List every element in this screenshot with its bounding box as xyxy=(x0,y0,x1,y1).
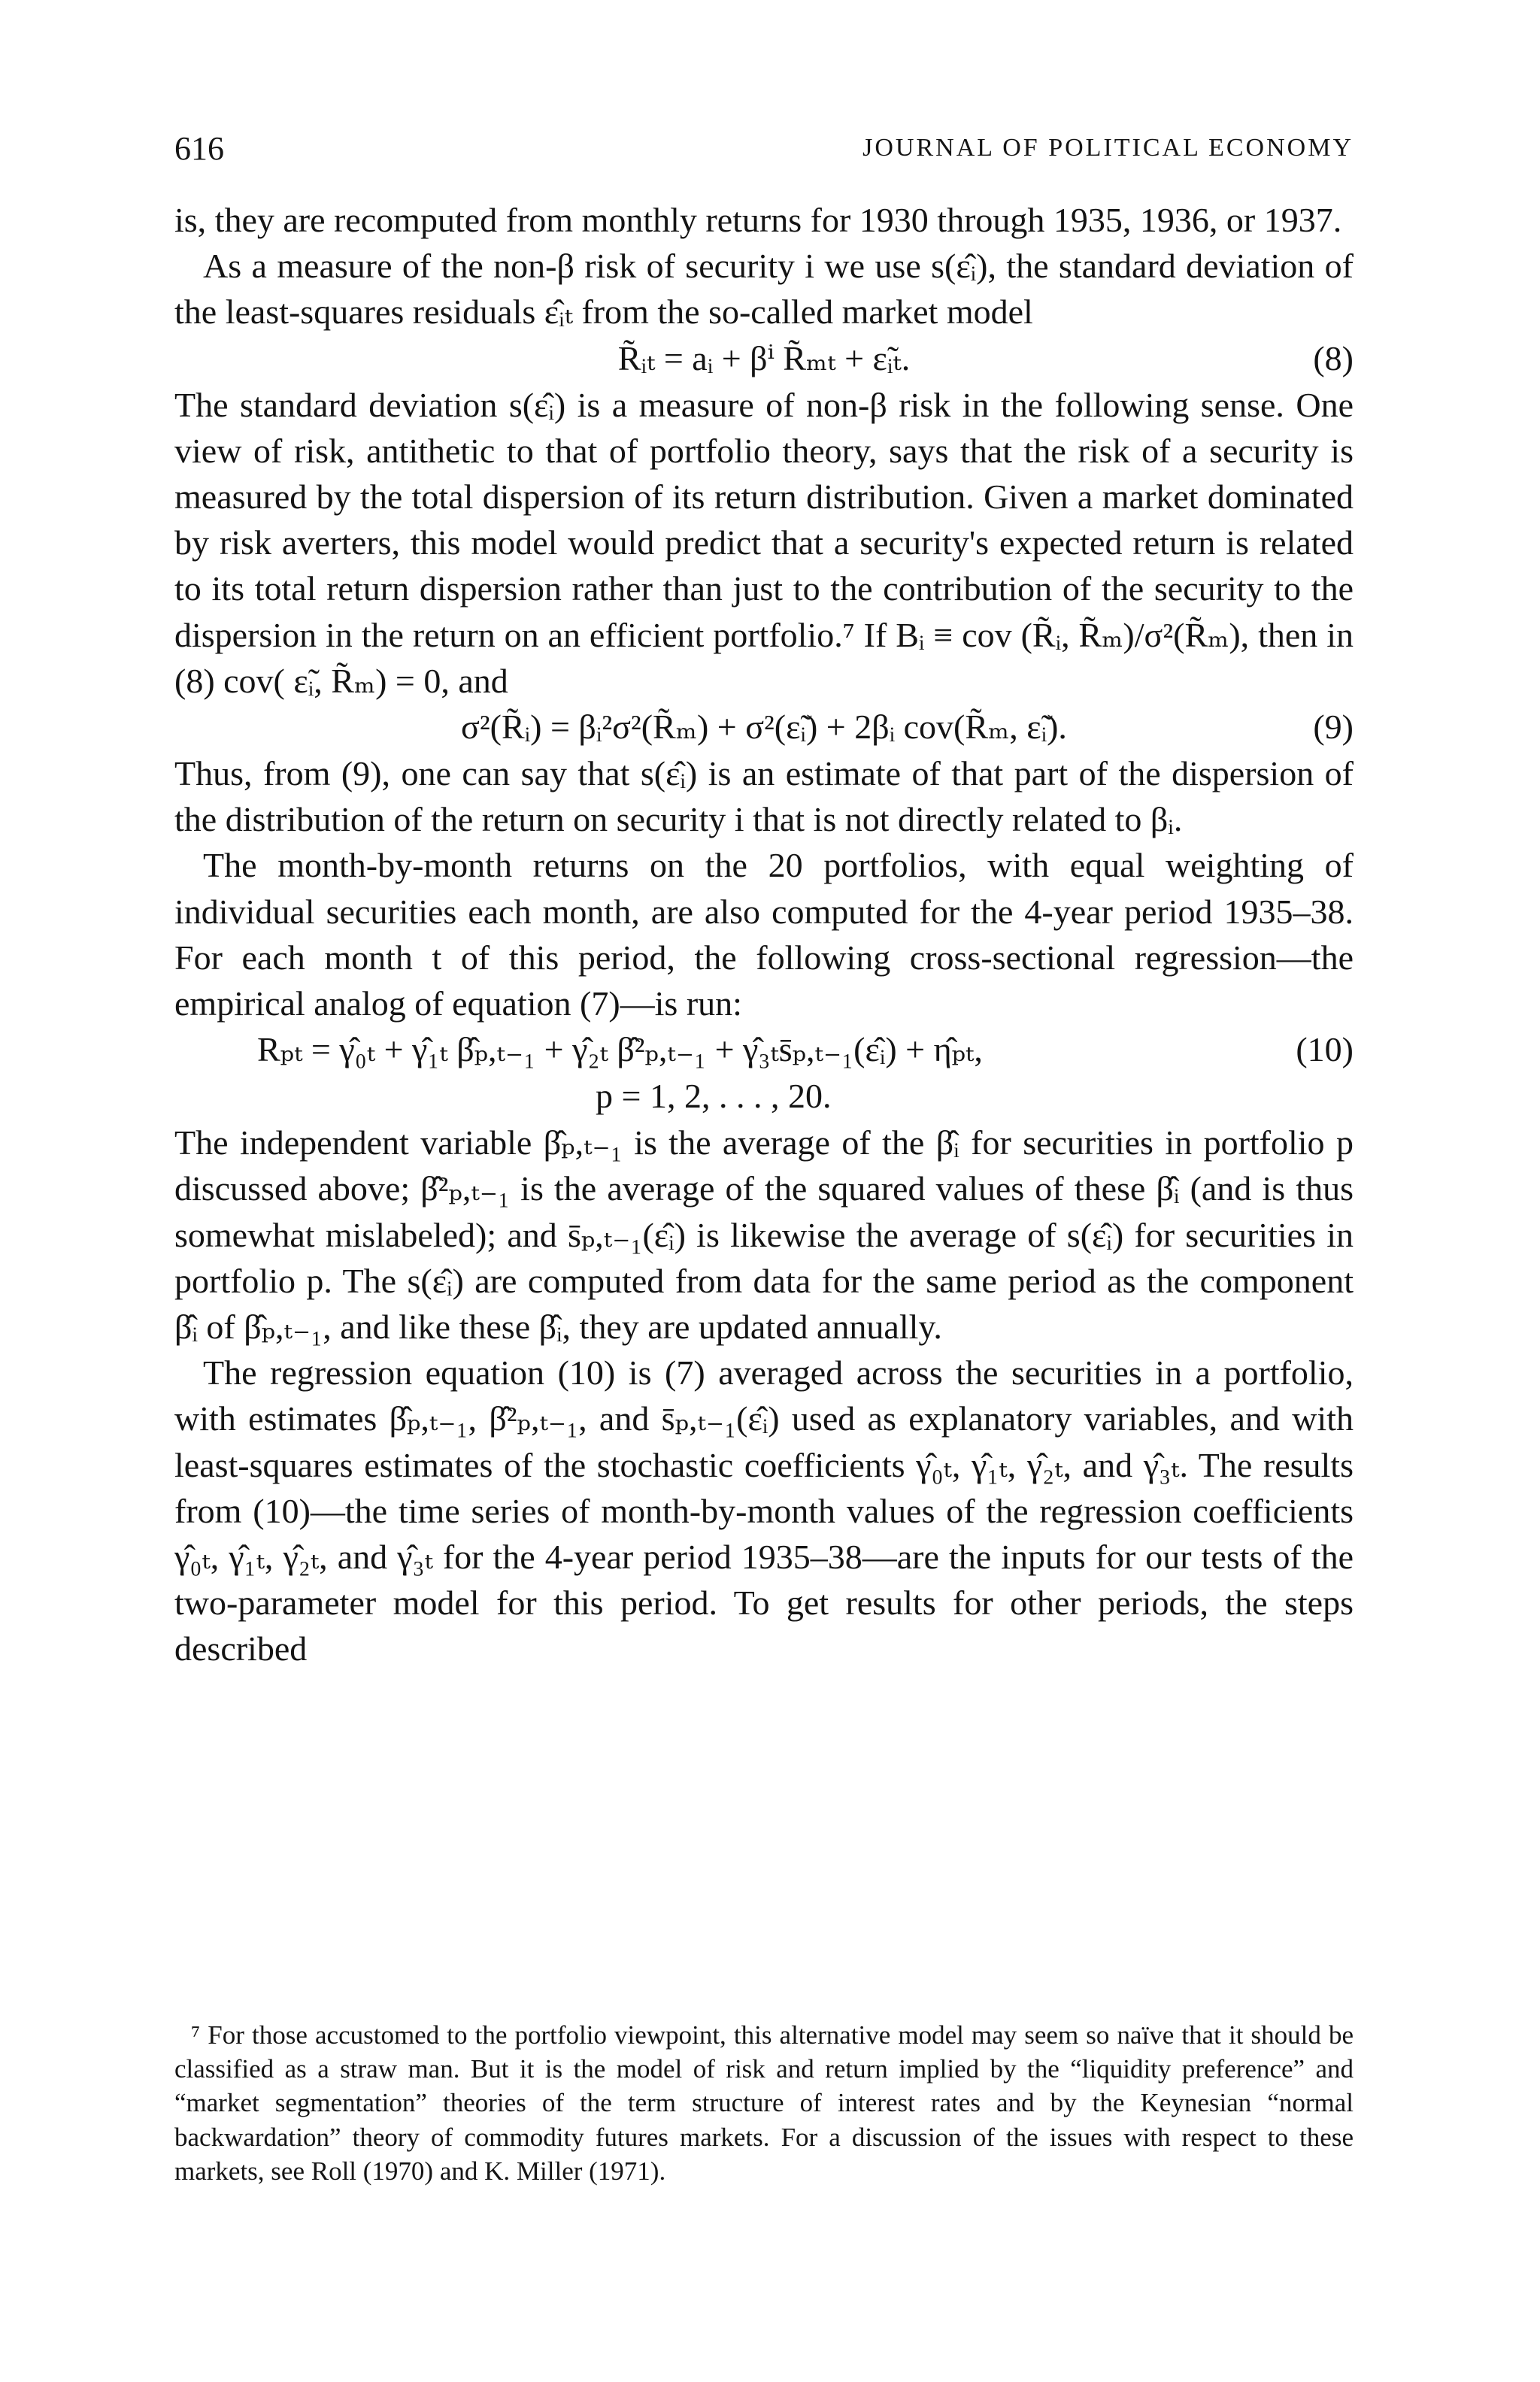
equation-10-body: Rₚₜ = γ̂₀ₜ + γ̂₁ₜ β̂ₚ,ₜ₋₁ + γ̂₂ₜ β̂²ₚ,ₜ₋₁ + γ̂₃ₜs̄ₚ,ₜ₋₁(ε̂ᵢ) + η̂ₚₜ, xyxy=(257,1030,983,1069)
equation-9-body: σ²(R̃ᵢ) = βᵢ²σ²(R̃ₘ) + σ²(ε̃ᵢ) + 2βᵢ cov(R̃ₘ, ε̃ᵢ). xyxy=(461,708,1067,747)
paragraph-2: As a measure of the non-β risk of security i we use s(ε̂ᵢ), the standard deviation of the least-squares residuals ε̂ᵢₜ from the so-called market model xyxy=(174,247,1354,332)
main-text xyxy=(174,197,1354,1672)
equation-8-number: (8) xyxy=(1313,338,1354,377)
paragraph-3: The standard deviation s(ε̂ᵢ) is a measure of non-β risk in the following sense. One view of risk, antithetic to that of portfolio theory, says that the risk of a security is measured by the total dispersion of its return distribution. Given a market dominated by risk averters, this model would predict that a security's expected return is related to its total return dispersion rather than just to the contribution of the security to the dispersion in the return on an efficient portfolio.⁷ If Bᵢ ≡ cov (R̃ᵢ, R̃ₘ)/σ²(R̃ₘ), then in (8) cov( ε̃ᵢ, R̃ₘ) = 0, and xyxy=(174,385,1354,700)
equation-8 xyxy=(174,335,1354,382)
equation-10-range-text: p = 1, 2, . . . , 20. xyxy=(596,1077,832,1116)
footnote-7: ⁷ For those accustomed to the portfolio viewpoint, this alternative model may seem so naïve that it should be classified as a straw man. But it is the model of risk and return implied by the “liquidity preference” and “market segmentation” theories of the term structure of interest rates and by the Keynesian “normal backwardation” theory of commodity futures markets. For a discussion of the issues with respect to these markets, see Roll (1970) and K. Miller (1971). xyxy=(174,2020,1354,2186)
equation-10 xyxy=(174,1026,1354,1073)
equation-8-body: R̃ᵢₜ = aᵢ + βⁱ R̃ₘₜ + ε̃ᵢₜ. xyxy=(617,338,911,377)
paragraph-1: is, they are recomputed from monthly returns for 1930 through 1935, 1936, or 1937. xyxy=(174,201,1342,239)
equation-10-range xyxy=(174,1073,1354,1120)
equation-9 xyxy=(174,704,1354,750)
equation-9-number: (9) xyxy=(1313,708,1354,747)
journal-title: JOURNAL OF POLITICAL ECONOMY xyxy=(862,134,1354,162)
paragraph-4: Thus, from (9), one can say that s(ε̂ᵢ) is an estimate of that part of the dispersion of the distribution of the return on security i that is not directly related to βᵢ. xyxy=(174,754,1354,839)
paragraph-7: The regression equation (10) is (7) averaged across the securities in a portfolio, with estimates β̂ₚ,ₜ₋₁, β̂²ₚ,ₜ₋₁, and s̄ₚ,ₜ₋₁(ε̂ᵢ) used as explanatory variables, and with least-squares estimates of the stochastic coefficients γ̂₀ₜ, γ̂₁ₜ, γ̂₂ₜ, and γ̂₃ₜ. The results from (10)—the time series of month-by-month values of the regression coefficients γ̂₀ₜ, γ̂₁ₜ, γ̂₂ₜ, and γ̂₃ₜ for the 4-year period 1935–38—are the inputs for our tests of the two-parameter model for this period. To get results for other periods, the steps described xyxy=(174,1353,1354,1668)
footnote xyxy=(174,2018,1354,2188)
running-header xyxy=(174,129,1354,174)
paragraph-5: The month-by-month returns on the 20 portfolios, with equal weighting of individual securities each month, are also computed for the 4-year period 1935–38. For each month t of this period, the following cross-sectional regression—the empirical analog of equation (7)—is run: xyxy=(174,846,1354,1023)
page-number: 616 xyxy=(174,130,224,167)
equation-10-number: (10) xyxy=(1296,1030,1354,1069)
paragraph-6: The independent variable β̂ₚ,ₜ₋₁ is the average of the β̂ᵢ for securities in portfolio p discussed above; β̂²ₚ,ₜ₋₁ is the average of the squared values of these β̂ᵢ (and is thus somewhat mislabeled); and s̄ₚ,ₜ₋₁(ε̂ᵢ) is likewise the average of s(ε̂ᵢ) for securities in portfolio p. The s(ε̂ᵢ) are computed from data for the same period as the component β̂ᵢ of β̂ₚ,ₜ₋₁, and like these β̂ᵢ, they are updated annually. xyxy=(174,1123,1354,1347)
